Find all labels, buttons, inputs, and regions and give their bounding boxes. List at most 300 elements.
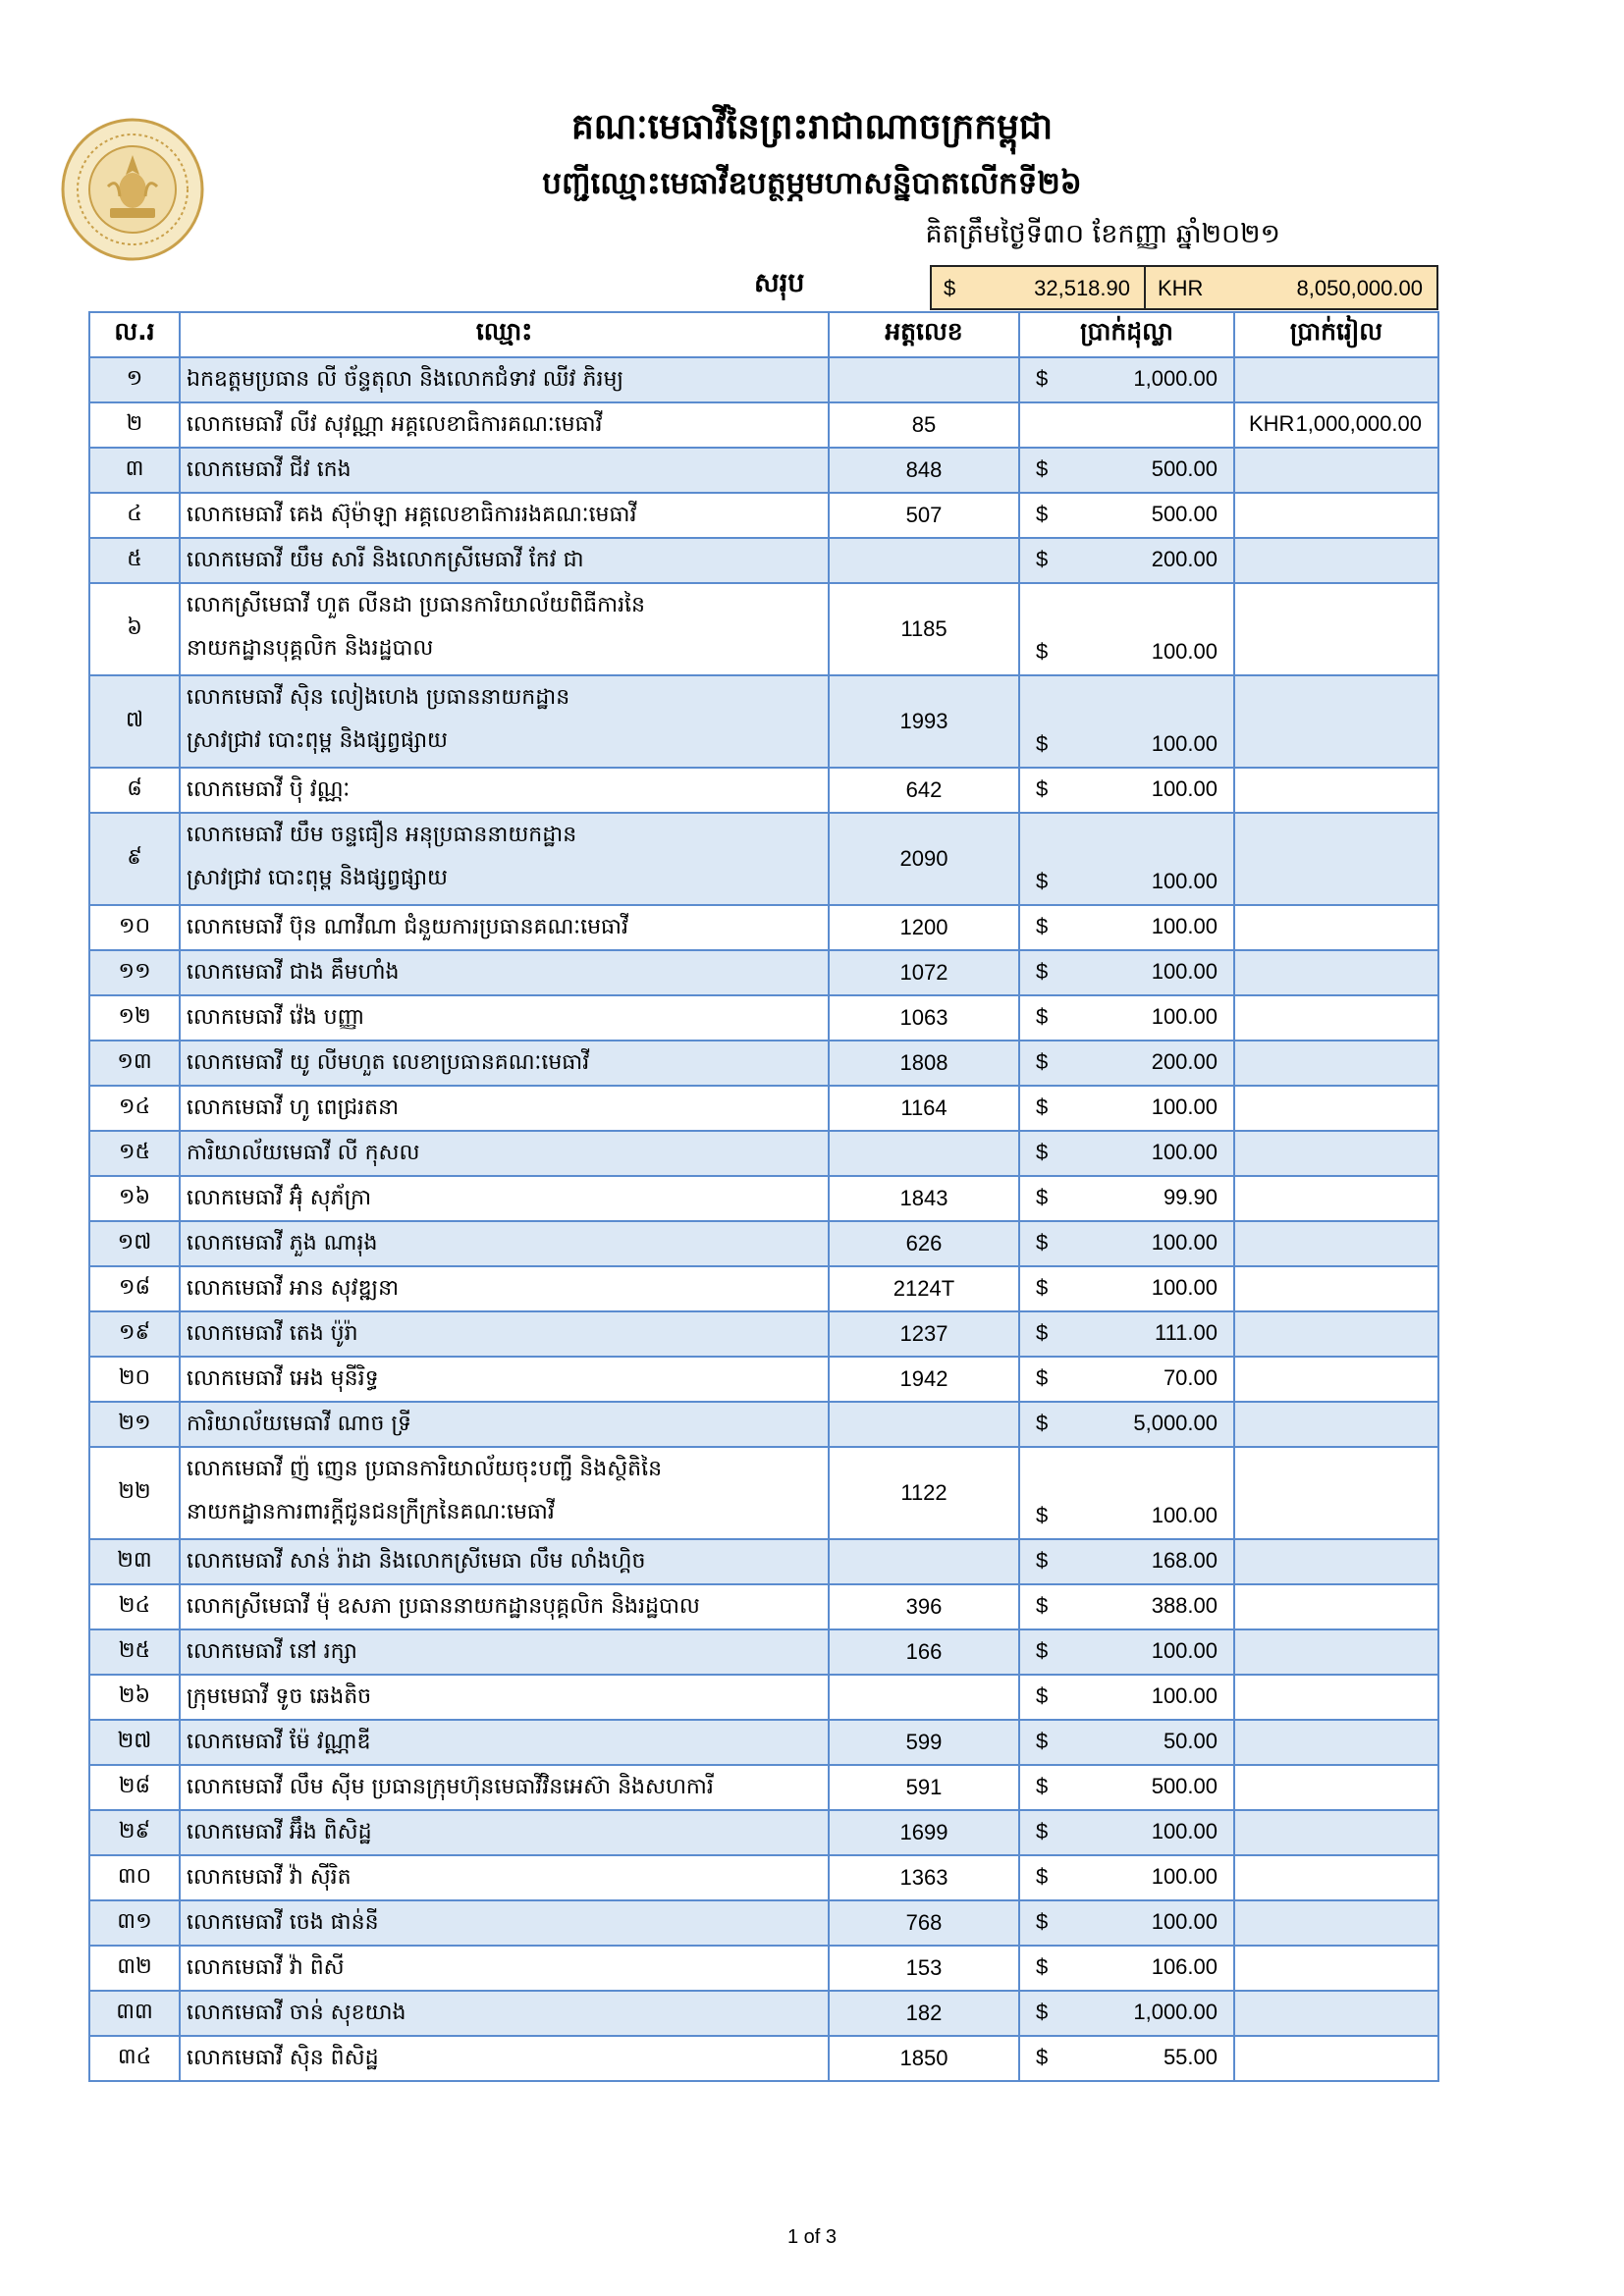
row-name [180, 675, 829, 768]
row-usd-amount: 1,000.00 [1133, 366, 1218, 391]
row-member-id: 166 [829, 1629, 1019, 1675]
row-name-line1: លោកមេធាវី អ៊ឹង ពិសិដ្ឋ [187, 1820, 372, 1844]
row-khr [1234, 493, 1438, 538]
row-usd-amount: 100.00 [1151, 959, 1218, 984]
row-usd-symbol: $ [1036, 1320, 1049, 1345]
row-number: ២២ [89, 1447, 180, 1539]
row-usd-symbol: $ [1036, 1774, 1049, 1798]
row-member-id: 1200 [829, 905, 1019, 950]
row-usd [1019, 1946, 1234, 1991]
row-member-id: 1164 [829, 1086, 1019, 1131]
row-usd-amount: 100.00 [1151, 1819, 1218, 1843]
table-row [89, 1765, 1438, 1810]
document-date: គិតត្រឹមថ្ងៃទី៣០ ខែកញ្ញា ឆ្នាំ២០២១ [925, 219, 1280, 249]
row-usd-amount: 100.00 [1151, 869, 1218, 893]
row-khr [1234, 2036, 1438, 2081]
row-name [180, 1357, 829, 1402]
row-member-id: 153 [829, 1946, 1019, 1991]
row-usd-symbol: $ [1036, 2045, 1049, 2069]
row-number: ៣០ [89, 1855, 180, 1900]
row-khr [1234, 768, 1438, 813]
row-member-id: 642 [829, 768, 1019, 813]
row-name [180, 1765, 829, 1810]
row-khr [1234, 813, 1438, 905]
row-khr [1234, 950, 1438, 995]
row-name-line1: លោកមេធាវី ស៊ិន លៀងហេង ប្រធាននាយកដ្ឋាន [187, 685, 570, 710]
row-number: ៨ [89, 768, 180, 813]
table-row [89, 1402, 1438, 1447]
row-member-id: 182 [829, 1991, 1019, 2036]
table-row [89, 493, 1438, 538]
row-khr-amount: 1,000,000.00 [1295, 411, 1422, 436]
row-number: ៩ [89, 813, 180, 905]
row-member-id: 1063 [829, 995, 1019, 1041]
row-usd [1019, 1991, 1234, 2036]
row-usd [1019, 402, 1234, 448]
row-number: ៣៤ [89, 2036, 180, 2081]
row-usd-amount: 100.00 [1151, 1503, 1218, 1527]
document-title: គណៈមេធាវីនៃព្រះរាជាណាចក្រកម្ពុជា [570, 107, 1054, 147]
row-name-line1: លោកមេធាវី សាន់ រ៉ាដា និងលោកស្រីមេធា លឹម លាំងហ្គិច [187, 1549, 646, 1574]
row-usd-symbol: $ [1036, 1185, 1049, 1209]
row-name-line1: លោកមេធាវី លីវ សុវណ្ណា អគ្គលេខាធិការគណៈមេធាវី [187, 412, 603, 437]
table-row [89, 1810, 1438, 1855]
row-name-line2: ស្រាវជ្រាវ បោះពុម្ព និងផ្សព្វផ្សាយ [187, 866, 448, 890]
row-usd-symbol: $ [1036, 366, 1049, 391]
table-row [89, 1946, 1438, 1991]
table-header-row [89, 312, 1438, 357]
row-number: ២៥ [89, 1629, 180, 1675]
row-name [180, 813, 829, 905]
row-name-line1: ក្រុមមេធាវី ទូច ឆេងតិច [187, 1684, 372, 1709]
row-usd-amount: 100.00 [1151, 1864, 1218, 1889]
row-usd [1019, 995, 1234, 1041]
row-usd [1019, 1402, 1234, 1447]
row-usd [1019, 583, 1234, 675]
row-usd-amount: 500.00 [1151, 456, 1218, 481]
row-name-line1: លោកមេធាវី អេង មុនីរិទ្ធ [187, 1366, 379, 1391]
row-usd [1019, 675, 1234, 768]
row-khr [1234, 1765, 1438, 1810]
row-name [180, 1311, 829, 1357]
row-usd-amount: 500.00 [1151, 1774, 1218, 1798]
row-usd-symbol: $ [1036, 1954, 1049, 1979]
row-usd-symbol: $ [1036, 1683, 1049, 1708]
total-usd-symbol: $ [944, 276, 956, 300]
row-name [180, 1855, 829, 1900]
row-name [180, 950, 829, 995]
table-row [89, 1357, 1438, 1402]
row-name-line1: លោកមេធាវី ម៉ែ វណ្ណាឌី [187, 1730, 371, 1754]
row-name [180, 905, 829, 950]
row-name [180, 1402, 829, 1447]
row-usd-amount: 388.00 [1151, 1593, 1218, 1618]
table-row [89, 1311, 1438, 1357]
row-number: ១ [89, 357, 180, 402]
row-number: ៣១ [89, 1900, 180, 1946]
table-row [89, 402, 1438, 448]
row-name [180, 1900, 829, 1946]
row-number: ១០ [89, 905, 180, 950]
row-name-line1: លោកមេធាវី យឹម ចន្ទធឿន អនុប្រធាននាយកដ្ឋាន [187, 823, 577, 847]
row-number: ១១ [89, 950, 180, 995]
row-usd [1019, 1041, 1234, 1086]
row-usd-amount: 5,000.00 [1133, 1411, 1218, 1435]
row-name-line1: លោកមេធាវី តេង ប៉ូរ៉ា [187, 1321, 358, 1346]
row-khr [1234, 1402, 1438, 1447]
row-khr [1234, 1991, 1438, 2036]
row-member-id [829, 1131, 1019, 1176]
row-usd-amount: 100.00 [1151, 1230, 1218, 1255]
row-usd [1019, 1221, 1234, 1266]
row-number: ៣៣ [89, 1991, 180, 2036]
row-member-id: 848 [829, 448, 1019, 493]
row-name [180, 1221, 829, 1266]
row-number: ២០ [89, 1357, 180, 1402]
row-name-line1: លោកមេធាវី លឹម ស៊ីម ប្រធានក្រុមហ៊ុនមេធាវីវិនអេស៊ា និងសហការី [187, 1775, 714, 1799]
row-usd-symbol: $ [1036, 1864, 1049, 1889]
row-usd-symbol: $ [1036, 2000, 1049, 2024]
row-usd-symbol: $ [1036, 547, 1049, 571]
row-name [180, 1176, 829, 1221]
total-label: សរុប [754, 268, 805, 298]
row-number: ១៤ [89, 1086, 180, 1131]
row-khr [1234, 1041, 1438, 1086]
row-usd [1019, 1266, 1234, 1311]
row-number: ១២ [89, 995, 180, 1041]
table-row [89, 448, 1438, 493]
row-name [180, 538, 829, 583]
row-name-line1: លោកមេធាវី គេង ស៊ុម៉ាឡា អគ្គលេខាធិការរងគណៈមេធាវី [187, 503, 637, 527]
row-usd-amount: 168.00 [1151, 1548, 1218, 1573]
row-usd-symbol: $ [1036, 1503, 1049, 1527]
row-number: ១៧ [89, 1221, 180, 1266]
table-row [89, 538, 1438, 583]
row-name-line1: លោកមេធាវី ញ៉ ញេន ប្រធានការិយាល័យចុះបញ្ជី និងស្ថិតិនៃ [187, 1457, 663, 1481]
row-usd-amount: 100.00 [1151, 1095, 1218, 1119]
row-usd-amount: 100.00 [1151, 1004, 1218, 1029]
row-usd-symbol: $ [1036, 1548, 1049, 1573]
row-usd [1019, 1357, 1234, 1402]
table-row [89, 1539, 1438, 1584]
row-number: ២៦ [89, 1675, 180, 1720]
row-name [180, 1086, 829, 1131]
total-usd-box [930, 265, 1146, 310]
row-khr-symbol: KHR [1249, 411, 1295, 436]
total-khr-symbol: KHR [1158, 276, 1204, 300]
table-row [89, 1675, 1438, 1720]
table-row [89, 1131, 1438, 1176]
row-name-line1: លោកមេធាវី វ៉េង បញ្ញា [187, 1005, 365, 1030]
row-khr [1234, 1447, 1438, 1539]
row-usd [1019, 538, 1234, 583]
table-row [89, 1584, 1438, 1629]
table-row [89, 1629, 1438, 1675]
row-usd-amount: 100.00 [1151, 731, 1218, 756]
row-usd-symbol: $ [1036, 731, 1049, 756]
row-usd-symbol: $ [1036, 1819, 1049, 1843]
row-usd [1019, 1447, 1234, 1539]
row-khr [1234, 402, 1438, 448]
table-row [89, 1086, 1438, 1131]
row-usd-amount: 100.00 [1151, 1275, 1218, 1300]
row-usd [1019, 813, 1234, 905]
row-number: ១៥ [89, 1131, 180, 1176]
row-number: ២៩ [89, 1810, 180, 1855]
row-name-line1: លោកមេធាវី វ៉ា ស៊ីរិត [187, 1865, 352, 1890]
row-khr [1234, 357, 1438, 402]
row-usd [1019, 1675, 1234, 1720]
row-khr [1234, 1539, 1438, 1584]
row-member-id: 1237 [829, 1311, 1019, 1357]
row-usd-amount: 200.00 [1151, 547, 1218, 571]
row-name-line1: លោកមេធាវី យឹម សារី និងលោកស្រីមេធាវី កែវ ជា [187, 548, 584, 572]
row-usd-symbol: $ [1036, 1411, 1049, 1435]
row-khr [1234, 448, 1438, 493]
row-member-id: 85 [829, 402, 1019, 448]
row-member-id [829, 357, 1019, 402]
row-name [180, 1041, 829, 1086]
row-number: ១៩ [89, 1311, 180, 1357]
table-row [89, 995, 1438, 1041]
row-name-line1: លោកមេធាវី ស៊ិន ពិសិដ្ឋ [187, 2046, 379, 2070]
row-name [180, 402, 829, 448]
row-khr [1234, 1855, 1438, 1900]
row-name [180, 493, 829, 538]
row-usd-symbol: $ [1036, 869, 1049, 893]
row-number: ២៤ [89, 1584, 180, 1629]
row-khr [1234, 1584, 1438, 1629]
row-khr [1234, 1810, 1438, 1855]
row-member-id: 591 [829, 1765, 1019, 1810]
row-khr [1234, 538, 1438, 583]
row-member-id: 2090 [829, 813, 1019, 905]
row-khr [1234, 1357, 1438, 1402]
table-row [89, 1855, 1438, 1900]
row-name [180, 768, 829, 813]
row-name-line1: លោកស្រីមេធាវី ម៉ុ ឧសភា ប្រធាននាយកដ្ឋានបុគ្គលិក និងរដ្ឋបាល [187, 1594, 700, 1619]
row-name [180, 1675, 829, 1720]
row-member-id: 768 [829, 1900, 1019, 1946]
row-name [180, 448, 829, 493]
row-usd [1019, 493, 1234, 538]
row-name-line2: ស្រាវជ្រាវ បោះពុម្ព និងផ្សព្វផ្សាយ [187, 728, 448, 753]
row-name-line1: ឯកឧត្តមប្រធាន លី ច័ន្ទតុលា និងលោកជំទាវ ឈីវ ភិរម្យ [187, 367, 623, 392]
row-khr [1234, 1720, 1438, 1765]
table-row [89, 675, 1438, 768]
row-usd [1019, 1900, 1234, 1946]
row-member-id: 507 [829, 493, 1019, 538]
table-row [89, 1447, 1438, 1539]
row-number: ៦ [89, 583, 180, 675]
row-name [180, 1584, 829, 1629]
row-khr [1234, 1900, 1438, 1946]
col-header-number: ល.រ [89, 312, 180, 357]
row-usd [1019, 1810, 1234, 1855]
total-khr-amount: 8,050,000.00 [1296, 276, 1423, 300]
row-name-line1: លោកមេធាវី អ៊ុំ សុភ័ក្រា [187, 1186, 372, 1210]
table-row [89, 357, 1438, 402]
row-member-id: 599 [829, 1720, 1019, 1765]
row-member-id [829, 1675, 1019, 1720]
col-header-name: ឈ្មោះ [180, 312, 829, 357]
row-usd-amount: 100.00 [1151, 914, 1218, 938]
col-header-usd: ប្រាក់ដុល្លា [1019, 312, 1234, 357]
row-usd [1019, 1584, 1234, 1629]
table-row [89, 2036, 1438, 2081]
row-number: ២ [89, 402, 180, 448]
row-usd-amount: 1,000.00 [1133, 2000, 1218, 2024]
row-usd-symbol: $ [1036, 1140, 1049, 1164]
table-row [89, 905, 1438, 950]
row-usd-amount: 100.00 [1151, 1638, 1218, 1663]
row-name [180, 1720, 829, 1765]
row-name [180, 583, 829, 675]
row-member-id: 1699 [829, 1810, 1019, 1855]
row-number: ៣ [89, 448, 180, 493]
col-header-id: អត្តលេខ [829, 312, 1019, 357]
row-usd-amount: 200.00 [1151, 1049, 1218, 1074]
table-row [89, 950, 1438, 995]
row-khr [1234, 905, 1438, 950]
row-name [180, 1991, 829, 2036]
row-name [180, 995, 829, 1041]
row-usd-symbol: $ [1036, 1275, 1049, 1300]
table-row [89, 1266, 1438, 1311]
row-member-id: 1808 [829, 1041, 1019, 1086]
row-member-id: 396 [829, 1584, 1019, 1629]
row-usd [1019, 1539, 1234, 1584]
row-number: ៤ [89, 493, 180, 538]
row-name-line2: នាយកដ្ឋានការពារក្តីជូនជនក្រីក្រនៃគណៈមេធាវី [187, 1500, 555, 1524]
row-name-line1: លោកមេធាវី ជាង គឹមហាំង [187, 960, 400, 985]
row-name [180, 1810, 829, 1855]
row-member-id: 1942 [829, 1357, 1019, 1402]
row-khr [1234, 1086, 1438, 1131]
row-khr [1234, 1221, 1438, 1266]
row-usd-symbol: $ [1036, 1365, 1049, 1390]
row-number: ២៨ [89, 1765, 180, 1810]
row-name [180, 1266, 829, 1311]
row-member-id: 626 [829, 1221, 1019, 1266]
table-row [89, 1720, 1438, 1765]
row-name-line1: លោកមេធាវី ជីវ កេង [187, 457, 352, 482]
row-usd-amount: 106.00 [1151, 1954, 1218, 1979]
col-header-khr: ប្រាក់រៀល [1234, 312, 1438, 357]
row-name [180, 1131, 829, 1176]
row-usd [1019, 1176, 1234, 1221]
row-usd-amount: 99.90 [1163, 1185, 1218, 1209]
row-name-line1: លោកមេធាវី ភួង ណារុង [187, 1231, 378, 1255]
row-usd [1019, 2036, 1234, 2081]
row-khr [1234, 1629, 1438, 1675]
table-row [89, 583, 1438, 675]
row-member-id: 2124T [829, 1266, 1019, 1311]
row-khr [1234, 583, 1438, 675]
row-usd-amount: 500.00 [1151, 502, 1218, 526]
row-number: ១៨ [89, 1266, 180, 1311]
row-name [180, 2036, 829, 2081]
row-usd [1019, 768, 1234, 813]
sponsor-table [88, 311, 1439, 2082]
row-member-id: 1993 [829, 675, 1019, 768]
row-usd-amount: 55.00 [1163, 2045, 1218, 2069]
table-row [89, 1991, 1438, 2036]
row-usd [1019, 950, 1234, 995]
row-usd-amount: 100.00 [1151, 1909, 1218, 1934]
row-usd-symbol: $ [1036, 502, 1049, 526]
row-name [180, 357, 829, 402]
row-usd-symbol: $ [1036, 1909, 1049, 1934]
row-name-line1: លោកមេធាវី ចេង ផាន់នី [187, 1910, 379, 1935]
row-number: ៧ [89, 675, 180, 768]
row-usd-symbol: $ [1036, 914, 1049, 938]
row-member-id: 1072 [829, 950, 1019, 995]
total-khr-box [1144, 265, 1438, 310]
row-name-line1: លោកមេធាវី ប៉ិ វណ្ណៈ [187, 777, 351, 802]
row-usd-symbol: $ [1036, 1638, 1049, 1663]
row-name [180, 1447, 829, 1539]
row-usd-symbol: $ [1036, 639, 1049, 664]
row-number: ១៣ [89, 1041, 180, 1086]
row-number: ៥ [89, 538, 180, 583]
row-khr [1234, 1176, 1438, 1221]
row-usd-symbol: $ [1036, 776, 1049, 801]
row-member-id [829, 1539, 1019, 1584]
row-name-line1: លោកមេធាវី នៅ រក្សា [187, 1639, 357, 1664]
row-usd-symbol: $ [1036, 1095, 1049, 1119]
row-usd-symbol: $ [1036, 1230, 1049, 1255]
row-usd-symbol: $ [1036, 959, 1049, 984]
row-khr [1234, 1946, 1438, 1991]
row-usd-amount: 100.00 [1151, 639, 1218, 664]
row-usd-symbol: $ [1036, 1593, 1049, 1618]
row-member-id [829, 538, 1019, 583]
row-usd [1019, 1629, 1234, 1675]
row-name-line1: លោកមេធាវី យូ លីមហួត លេខាប្រធានគណៈមេធាវី [187, 1050, 590, 1075]
row-member-id [829, 1402, 1019, 1447]
row-name-line1: លោកមេធាវី វ៉ា ពិសី [187, 1955, 345, 1980]
row-usd [1019, 1086, 1234, 1131]
row-usd [1019, 1131, 1234, 1176]
row-khr [1234, 1311, 1438, 1357]
row-number: ២៧ [89, 1720, 180, 1765]
row-number: ២១ [89, 1402, 180, 1447]
row-name-line1: លោកមេធាវី ប៊ុន ណាវីណា ជំនួយការប្រធានគណៈមេធាវី [187, 915, 628, 939]
row-member-id: 1363 [829, 1855, 1019, 1900]
row-name [180, 1629, 829, 1675]
row-usd [1019, 1720, 1234, 1765]
row-usd-amount: 50.00 [1163, 1729, 1218, 1753]
row-name [180, 1539, 829, 1584]
table-row [89, 768, 1438, 813]
row-usd-symbol: $ [1036, 456, 1049, 481]
row-usd-amount: 100.00 [1151, 776, 1218, 801]
row-name-line2: នាយកដ្ឋានបុគ្គលិក និងរដ្ឋបាល [187, 636, 434, 661]
row-number: ១៦ [89, 1176, 180, 1221]
row-name-line1: លោកមេធាវី ហូ ពេជ្ររតនា [187, 1095, 400, 1120]
row-khr [1234, 1675, 1438, 1720]
row-usd [1019, 1765, 1234, 1810]
row-usd-amount: 100.00 [1151, 1140, 1218, 1164]
row-name-line1: ការិយាល័យមេធាវី លី កុសល [187, 1141, 420, 1165]
table-row [89, 1041, 1438, 1086]
row-usd-symbol: $ [1036, 1729, 1049, 1753]
row-name-line1: លោកមេធាវី ចាន់ សុខយាង [187, 2001, 406, 2025]
row-khr [1234, 675, 1438, 768]
row-usd [1019, 905, 1234, 950]
row-usd [1019, 357, 1234, 402]
